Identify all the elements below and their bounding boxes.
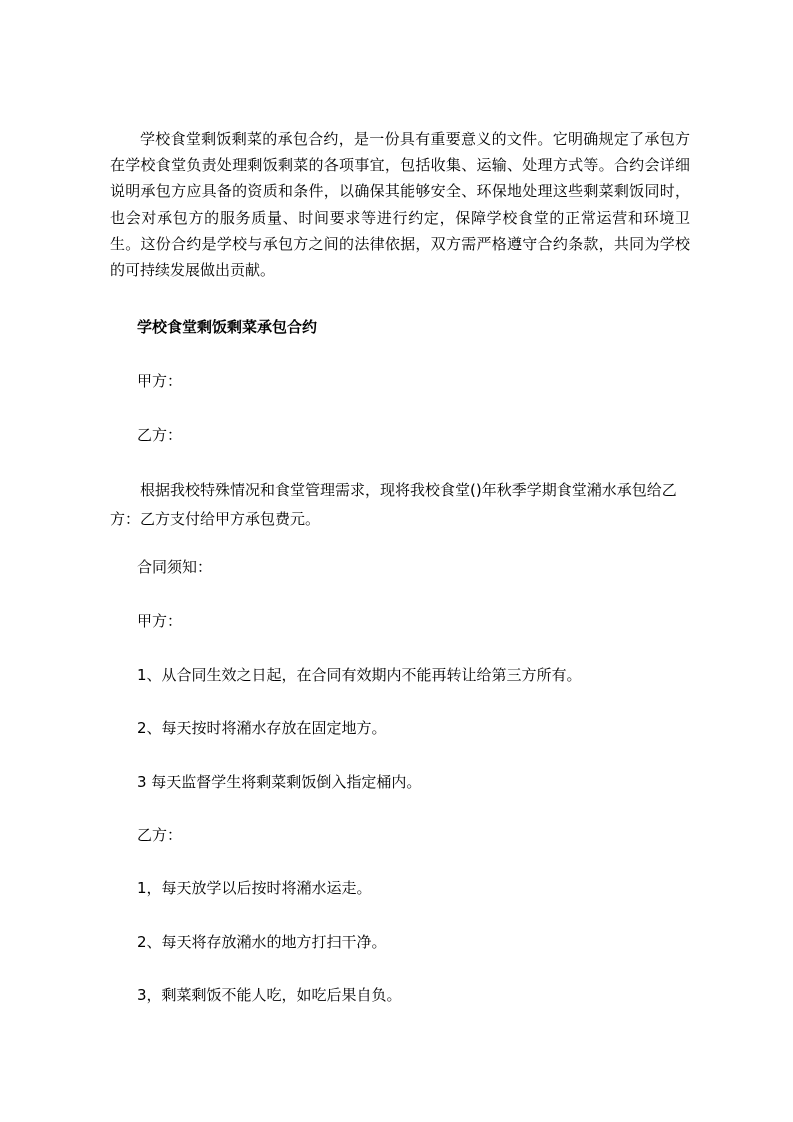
party-b-section-heading: 乙方： xyxy=(137,826,183,844)
party-a-item: 1、从合同生效之日起，在合同有效期内不能再转让给第三方所有。 xyxy=(137,666,582,684)
contract-title: 学校食堂剩饭剩菜承包合约 xyxy=(137,318,318,336)
intro-paragraph: 学校食堂剩饭剩菜的承包合约，是一份具有重要意义的文件。它明确规定了承包方在学校食堂负责处理剩饭剩菜的各项事宜，包括收集、运输、处理方式等。合约会详细说明承包方应具备的资质和条件，以确保其能够安全、环保地处理这些剩菜剩饭同时，也会对承包方的服务质量、时间要求等进行约定，保障学校食堂的正常运营和环境卫生。这份合约是学校与承包方之间的法律依据，双方需严格遵守合约条款，共同为学校的可持续发展做出贡献。 xyxy=(110,130,690,280)
party-b-label: 乙方： xyxy=(137,426,183,444)
party-a-section-heading: 甲方： xyxy=(137,612,183,630)
preamble-paragraph: 根据我校特殊情况和食堂管理需求，现将我校食堂()年秋季学期食堂潲水承包给乙方：乙方支付给甲方承包费元。 xyxy=(110,481,677,528)
notice-heading: 合同须知： xyxy=(137,558,213,576)
party-b-item: 1，每天放学以后按时将潲水运走。 xyxy=(137,879,372,897)
party-a-label: 甲方： xyxy=(137,372,183,390)
party-b-item: 3，剩菜剩饭不能人吃，如吃后果自负。 xyxy=(137,986,402,1004)
party-a-item: 2、每天按时将潲水存放在固定地方。 xyxy=(137,719,387,737)
party-a-item: 3 每天监督学生将剩菜剩饭倒入指定桶内。 xyxy=(137,773,422,791)
party-b-item: 2、每天将存放潲水的地方打扫干净。 xyxy=(137,933,387,951)
